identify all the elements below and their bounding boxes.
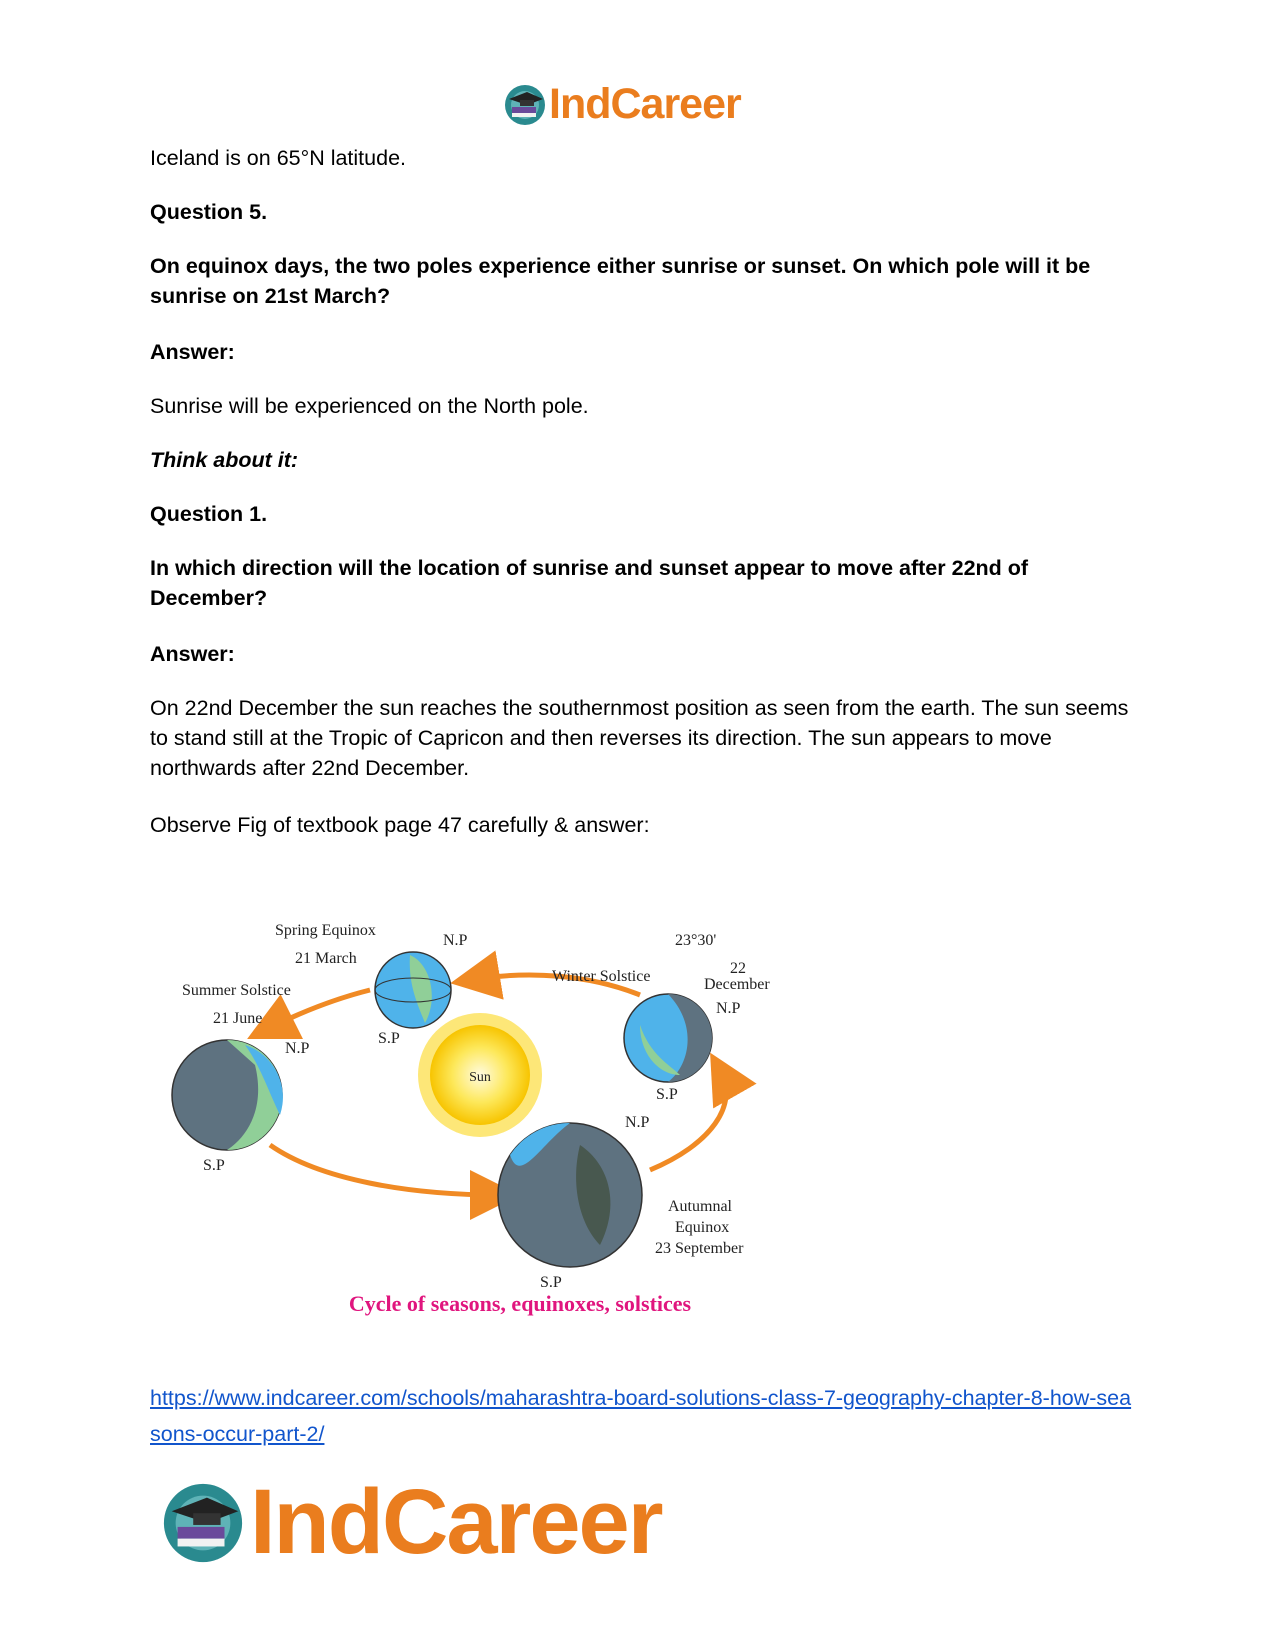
logo-wordmark-footer: IndCareer <box>250 1471 662 1573</box>
graduation-cap-logo-icon <box>503 83 547 127</box>
question-1-heading: Question 1. <box>150 502 268 526</box>
source-link[interactable]: https://www.indcareer.com/schools/maharashtra-board-solutions-class-7-geography-chapter-8-how-seasons-occur-part-2/ <box>150 1386 1132 1446</box>
header-logo <box>503 80 741 129</box>
seasons-diagram <box>170 905 830 1325</box>
think-about-it-heading: Think about it: <box>150 448 299 472</box>
winter-month-label: December <box>704 976 770 993</box>
summer-date-label: 21 June <box>213 1010 263 1027</box>
winter-solstice-label: Winter Solstice <box>552 968 651 985</box>
question-5-text: On equinox days, the two poles experience either sunrise or sunset. On which pole will it be sunrise on 21st March? <box>150 254 1091 308</box>
seasons-figure <box>170 905 830 1330</box>
figure-caption: Cycle of seasons, equinoxes, solstices <box>348 1291 692 1316</box>
winter-sp-label: S.P <box>656 1086 678 1103</box>
globe-spring-equinox-icon <box>375 952 451 1028</box>
text-latitude: Iceland is on 65°N latitude. <box>150 146 407 170</box>
sun-icon <box>418 1013 542 1137</box>
answer-1-text: On 22nd December the sun reaches the southernmost position as seen from the earth. The sun seems to stand still at the Tropic of Capricon and then reverses its direction. The sun appears to move northwards after 22nd December. <box>150 696 1129 780</box>
question-5-heading: Question 5. <box>150 200 268 224</box>
tilt-angle-label: 23°30' <box>675 932 717 949</box>
globe-summer-solstice-icon <box>172 1040 283 1150</box>
winter-np-label: N.P <box>716 1000 741 1017</box>
spring-np-label: N.P <box>443 932 468 949</box>
answer-5-text: Sunrise will be experienced on the North pole. <box>150 394 589 418</box>
question-1-text: In which direction will the location of sunrise and sunset appear to move after 22nd of December? <box>150 556 1029 610</box>
summer-solstice-label: Summer Solstice <box>182 982 291 999</box>
autumnal-date-label: 23 September <box>655 1240 744 1257</box>
autumnal-label-2: Equinox <box>675 1219 730 1236</box>
sun-label: Sun <box>469 1070 491 1085</box>
autumnal-np-label: N.P <box>625 1114 650 1131</box>
observe-figure-text: Observe Fig of textbook page 47 carefully & answer: <box>150 813 650 837</box>
spring-sp-label: S.P <box>378 1030 400 1047</box>
answer-heading-2: Answer: <box>150 642 235 666</box>
spring-date-label: 21 March <box>295 950 357 967</box>
summer-np-label: N.P <box>285 1040 310 1057</box>
globe-autumnal-equinox-icon <box>498 1123 642 1267</box>
summer-sp-label: S.P <box>203 1157 225 1174</box>
logo-wordmark: IndCareer <box>549 80 741 128</box>
spring-equinox-label: Spring Equinox <box>275 922 376 939</box>
autumnal-sp-label: S.P <box>540 1274 562 1291</box>
graduation-cap-logo-icon <box>160 1480 246 1566</box>
globe-winter-solstice-icon <box>624 994 712 1082</box>
autumnal-label-1: Autumnal <box>668 1198 732 1215</box>
footer-logo <box>160 1470 662 1575</box>
winter-day-label: 22 <box>730 960 746 977</box>
answer-heading: Answer: <box>150 340 235 364</box>
